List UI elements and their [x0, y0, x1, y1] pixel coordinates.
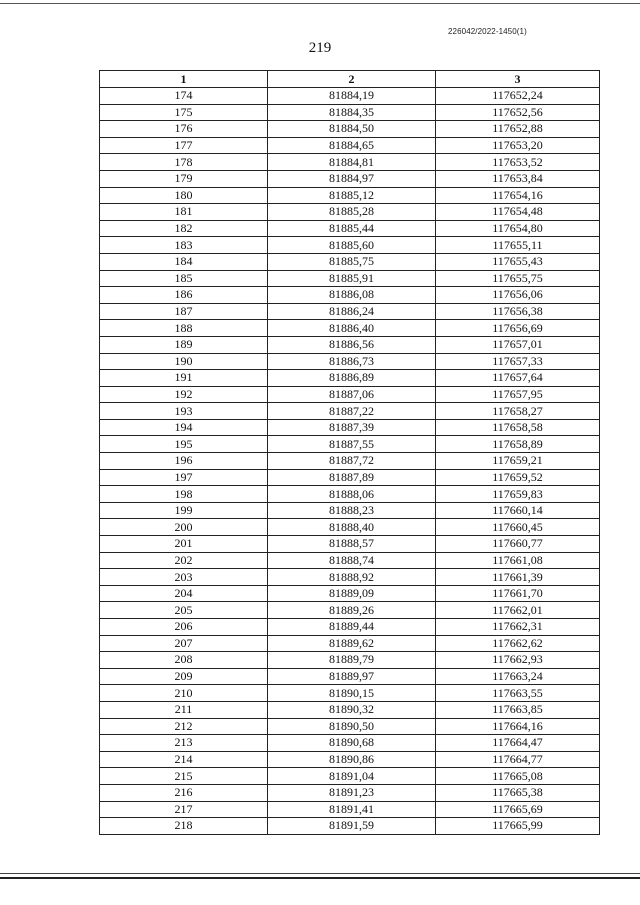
table-cell: 205	[100, 602, 268, 619]
table-cell: 81891,04	[268, 768, 436, 785]
table-cell: 81886,08	[268, 287, 436, 304]
table-cell: 190	[100, 353, 268, 370]
table-row	[100, 353, 600, 370]
table-cell: 81890,68	[268, 735, 436, 752]
document-number: 226042/2022-1450(1)	[448, 27, 527, 36]
table-row	[100, 486, 600, 503]
table-row	[100, 801, 600, 818]
table-cell: 179	[100, 170, 268, 187]
table-cell: 117655,43	[436, 253, 600, 270]
table-cell: 196	[100, 453, 268, 470]
table-cell: 180	[100, 187, 268, 204]
table-cell: 81888,92	[268, 569, 436, 586]
coordinates-table	[99, 70, 600, 835]
table-row	[100, 552, 600, 569]
table-cell: 81890,15	[268, 685, 436, 702]
table-cell: 81891,59	[268, 818, 436, 835]
table-cell: 81885,28	[268, 204, 436, 221]
table-cell: 199	[100, 502, 268, 519]
table-cell: 81885,44	[268, 220, 436, 237]
table-cell: 81890,86	[268, 751, 436, 768]
table-cell: 81887,06	[268, 386, 436, 403]
table-cell: 117658,89	[436, 436, 600, 453]
table-row	[100, 170, 600, 187]
table-cell: 117656,69	[436, 320, 600, 337]
table-cell: 117656,38	[436, 303, 600, 320]
table-row	[100, 137, 600, 154]
table-row	[100, 502, 600, 519]
table-row	[100, 237, 600, 254]
table-row	[100, 403, 600, 420]
table-cell: 117663,85	[436, 701, 600, 718]
table-cell: 81891,23	[268, 784, 436, 801]
table-cell: 184	[100, 253, 268, 270]
table-cell: 81887,55	[268, 436, 436, 453]
table-row	[100, 602, 600, 619]
table-cell: 182	[100, 220, 268, 237]
table-cell: 203	[100, 569, 268, 586]
table-cell: 117658,27	[436, 403, 600, 420]
table-cell: 81888,40	[268, 519, 436, 536]
table-row	[100, 519, 600, 536]
column-header: 1	[100, 71, 268, 88]
table-cell: 117659,83	[436, 486, 600, 503]
table-row	[100, 419, 600, 436]
top-rule	[0, 3, 640, 4]
table-row	[100, 104, 600, 121]
table-row	[100, 154, 600, 171]
table-cell: 187	[100, 303, 268, 320]
table-row	[100, 303, 600, 320]
table-cell: 191	[100, 370, 268, 387]
table-cell: 117663,24	[436, 668, 600, 685]
table-cell: 211	[100, 701, 268, 718]
table-cell: 188	[100, 320, 268, 337]
table-cell: 117658,58	[436, 419, 600, 436]
table-cell: 117662,31	[436, 619, 600, 636]
table-cell: 176	[100, 121, 268, 138]
table-cell: 117665,08	[436, 768, 600, 785]
table-cell: 218	[100, 818, 268, 835]
table-cell: 81889,26	[268, 602, 436, 619]
table-cell: 200	[100, 519, 268, 536]
table-row	[100, 536, 600, 553]
table-cell: 198	[100, 486, 268, 503]
table-cell: 117660,77	[436, 536, 600, 553]
table-row	[100, 121, 600, 138]
table-cell: 117664,77	[436, 751, 600, 768]
table-row	[100, 436, 600, 453]
table-cell: 81890,50	[268, 718, 436, 735]
table-cell: 117652,56	[436, 104, 600, 121]
table-cell: 186	[100, 287, 268, 304]
table-cell: 81889,44	[268, 619, 436, 636]
table-cell: 194	[100, 419, 268, 436]
table-cell: 117662,93	[436, 652, 600, 669]
table-row	[100, 701, 600, 718]
table-cell: 209	[100, 668, 268, 685]
table-cell: 206	[100, 619, 268, 636]
table-cell: 197	[100, 469, 268, 486]
table-row	[100, 668, 600, 685]
table-cell: 201	[100, 536, 268, 553]
table-cell: 217	[100, 801, 268, 818]
table-row	[100, 735, 600, 752]
table-row	[100, 751, 600, 768]
table-cell: 81888,23	[268, 502, 436, 519]
table-cell: 215	[100, 768, 268, 785]
bottom-rule	[0, 873, 640, 874]
table-cell: 81889,09	[268, 585, 436, 602]
table-cell: 81885,91	[268, 270, 436, 287]
table-cell: 175	[100, 104, 268, 121]
table-cell: 81886,89	[268, 370, 436, 387]
table-cell: 81887,39	[268, 419, 436, 436]
table-row	[100, 253, 600, 270]
table-row	[100, 88, 600, 105]
table-cell: 117657,33	[436, 353, 600, 370]
table-cell: 216	[100, 784, 268, 801]
table-row	[100, 784, 600, 801]
table-cell: 81886,56	[268, 336, 436, 353]
table-cell: 174	[100, 88, 268, 105]
table-cell: 117664,16	[436, 718, 600, 735]
table-row	[100, 619, 600, 636]
column-header: 3	[436, 71, 600, 88]
table-row	[100, 287, 600, 304]
table-cell: 81885,60	[268, 237, 436, 254]
table-cell: 195	[100, 436, 268, 453]
table-row	[100, 204, 600, 221]
table-cell: 81884,81	[268, 154, 436, 171]
table-cell: 81887,89	[268, 469, 436, 486]
table-cell: 81884,97	[268, 170, 436, 187]
table-row	[100, 220, 600, 237]
table-cell: 81887,72	[268, 453, 436, 470]
page-number: 219	[308, 40, 332, 56]
table-cell: 117656,06	[436, 287, 600, 304]
table-cell: 202	[100, 552, 268, 569]
table-row	[100, 187, 600, 204]
table-cell: 117659,52	[436, 469, 600, 486]
table-cell: 81889,79	[268, 652, 436, 669]
table-cell: 207	[100, 635, 268, 652]
table-cell: 210	[100, 685, 268, 702]
table-cell: 81884,50	[268, 121, 436, 138]
table-cell: 81888,74	[268, 552, 436, 569]
table-cell: 204	[100, 585, 268, 602]
table-cell: 117665,38	[436, 784, 600, 801]
table-cell: 212	[100, 718, 268, 735]
table-cell: 81888,57	[268, 536, 436, 553]
table-cell: 81890,32	[268, 701, 436, 718]
table-cell: 177	[100, 137, 268, 154]
table-cell: 178	[100, 154, 268, 171]
table-cell: 81891,41	[268, 801, 436, 818]
table-row	[100, 635, 600, 652]
table-row	[100, 585, 600, 602]
table-cell: 117657,64	[436, 370, 600, 387]
table-cell: 117663,55	[436, 685, 600, 702]
table-cell: 117665,99	[436, 818, 600, 835]
table-cell: 81884,35	[268, 104, 436, 121]
table-row	[100, 386, 600, 403]
table-cell: 117665,69	[436, 801, 600, 818]
table-row	[100, 453, 600, 470]
table-cell: 192	[100, 386, 268, 403]
table-cell: 208	[100, 652, 268, 669]
table-cell: 81886,40	[268, 320, 436, 337]
table-cell: 81886,73	[268, 353, 436, 370]
table-row	[100, 818, 600, 835]
table-cell: 117653,20	[436, 137, 600, 154]
table-cell: 81884,65	[268, 137, 436, 154]
table-row	[100, 652, 600, 669]
table-cell: 213	[100, 735, 268, 752]
table-row	[100, 270, 600, 287]
table-cell: 117652,24	[436, 88, 600, 105]
table-cell: 185	[100, 270, 268, 287]
table-cell: 81885,12	[268, 187, 436, 204]
table-cell: 81888,06	[268, 486, 436, 503]
table-cell: 117661,08	[436, 552, 600, 569]
table-cell: 81889,97	[268, 668, 436, 685]
table-cell: 183	[100, 237, 268, 254]
table-row	[100, 685, 600, 702]
table-cell: 214	[100, 751, 268, 768]
table-row	[100, 336, 600, 353]
table-cell: 117662,62	[436, 635, 600, 652]
table-cell: 117661,39	[436, 569, 600, 586]
table-cell: 117664,47	[436, 735, 600, 752]
table-cell: 117655,11	[436, 237, 600, 254]
bottom-rule-thick	[0, 877, 640, 879]
table-cell: 193	[100, 403, 268, 420]
table-cell: 117659,21	[436, 453, 600, 470]
table-cell: 81889,62	[268, 635, 436, 652]
table-cell: 81886,24	[268, 303, 436, 320]
table-cell: 117654,48	[436, 204, 600, 221]
table-cell: 81887,22	[268, 403, 436, 420]
table-cell: 181	[100, 204, 268, 221]
table-cell: 117652,88	[436, 121, 600, 138]
table-cell: 117661,70	[436, 585, 600, 602]
table-cell: 117657,01	[436, 336, 600, 353]
table-row	[100, 469, 600, 486]
table-row	[100, 370, 600, 387]
table-cell: 117654,80	[436, 220, 600, 237]
table-cell: 117654,16	[436, 187, 600, 204]
table-cell: 117653,52	[436, 154, 600, 171]
table-cell: 117655,75	[436, 270, 600, 287]
table-cell: 117660,45	[436, 519, 600, 536]
table-row	[100, 768, 600, 785]
table-row	[100, 320, 600, 337]
table-cell: 189	[100, 336, 268, 353]
table-row	[100, 569, 600, 586]
column-header: 2	[268, 71, 436, 88]
table-cell: 117653,84	[436, 170, 600, 187]
table-row	[100, 718, 600, 735]
table-cell: 117657,95	[436, 386, 600, 403]
table-body	[100, 88, 600, 835]
table-header-row	[100, 71, 600, 88]
table-cell: 81885,75	[268, 253, 436, 270]
table-cell: 117660,14	[436, 502, 600, 519]
table-cell: 81884,19	[268, 88, 436, 105]
table-cell: 117662,01	[436, 602, 600, 619]
